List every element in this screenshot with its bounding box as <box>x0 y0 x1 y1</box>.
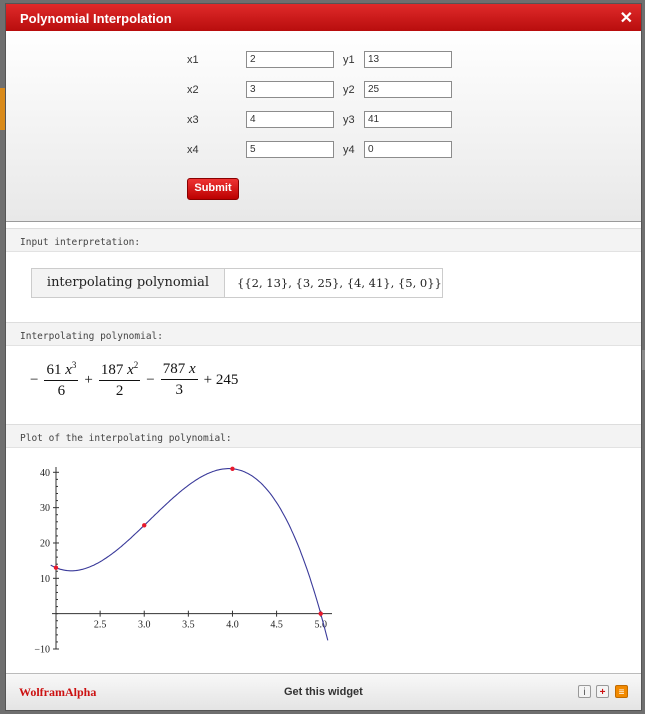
submit-button[interactable]: Submit <box>187 178 239 200</box>
pod-header-plot: Plot of the interpolating polynomial: <box>6 424 641 448</box>
term-denominator: 2 <box>115 383 124 399</box>
plus-icon[interactable]: + <box>596 685 609 698</box>
label-y3: y3 <box>343 114 355 126</box>
formula-term <box>99 360 140 400</box>
term-denominator: 3 <box>175 382 183 398</box>
formula-sign: − <box>30 371 39 388</box>
label-x2: x2 <box>187 84 199 96</box>
formula-operator: − <box>146 371 155 388</box>
label-x1: x1 <box>187 54 199 66</box>
pod-header-polynomial: Interpolating polynomial: <box>6 322 641 346</box>
y3-input[interactable] <box>364 111 452 128</box>
y-tick-label: 40 <box>40 467 50 479</box>
data-point <box>230 467 234 471</box>
y-tick-label: 20 <box>40 538 50 550</box>
y4-input[interactable] <box>364 141 452 158</box>
y1-input[interactable] <box>364 51 452 68</box>
term-numerator <box>161 361 198 380</box>
x2-input[interactable] <box>246 81 334 98</box>
variable: x <box>127 362 134 378</box>
x-tick-label: 3.0 <box>137 619 151 631</box>
x-tick-label: 2.5 <box>93 619 107 631</box>
y-tick-label: 10 <box>40 573 50 585</box>
term-numerator <box>44 360 78 381</box>
label-y1: y1 <box>343 54 355 66</box>
pod-header-input-interpretation: Input interpretation: <box>6 228 641 252</box>
interpretation-value: {{2, 13}, {3, 25}, {4, 41}, {5, 0}} <box>237 276 442 290</box>
formula-term <box>44 360 78 400</box>
get-widget-link[interactable]: Get this widget <box>284 686 363 698</box>
widget-window <box>5 3 642 711</box>
formula-term <box>161 361 198 399</box>
exponent: 3 <box>71 360 77 370</box>
polynomial-plot <box>26 459 346 654</box>
x-tick-label: 4.5 <box>270 619 283 631</box>
formula-operator: + <box>84 371 93 388</box>
coefficient: 787 <box>162 361 186 377</box>
window-title: Polynomial Interpolation <box>20 11 172 26</box>
label-y4: y4 <box>343 144 355 156</box>
x-tick-label: 5.0 <box>314 619 327 631</box>
data-point <box>142 523 146 527</box>
wolframalpha-logo[interactable]: WolframAlpha <box>19 685 97 699</box>
coefficient: 187 <box>100 362 124 378</box>
y2-input[interactable] <box>364 81 452 98</box>
y-tick-label: −10 <box>34 644 50 654</box>
exponent: 2 <box>133 360 139 370</box>
x3-input[interactable] <box>246 111 334 128</box>
y-tick-label: 30 <box>40 503 50 515</box>
variable: x <box>189 361 196 377</box>
x-tick-label: 4.0 <box>226 619 239 631</box>
label-y2: y2 <box>343 84 355 96</box>
interpretation-table <box>31 268 443 298</box>
interpretation-label: interpolating polynomial <box>32 269 225 297</box>
info-icon[interactable]: i <box>578 685 591 698</box>
coefficient: 61 <box>46 362 62 378</box>
term-numerator <box>99 360 140 381</box>
x1-input[interactable] <box>246 51 334 68</box>
label-x4: x4 <box>187 144 199 156</box>
term-denominator: 6 <box>57 383 66 399</box>
close-icon[interactable]: ✕ <box>619 10 633 27</box>
title-bar <box>6 4 641 31</box>
formula-constant: + 245 <box>203 371 239 388</box>
input-form <box>6 31 641 222</box>
variable: x <box>65 362 72 378</box>
data-point <box>319 611 323 615</box>
x4-input[interactable] <box>246 141 334 158</box>
polynomial-formula <box>28 360 240 400</box>
data-point <box>54 566 58 570</box>
polynomial-curve <box>51 469 328 641</box>
widget-footer <box>6 673 641 710</box>
x-tick-label: 3.5 <box>182 619 195 631</box>
label-x3: x3 <box>187 114 199 126</box>
menu-icon[interactable]: ≡ <box>615 685 628 698</box>
